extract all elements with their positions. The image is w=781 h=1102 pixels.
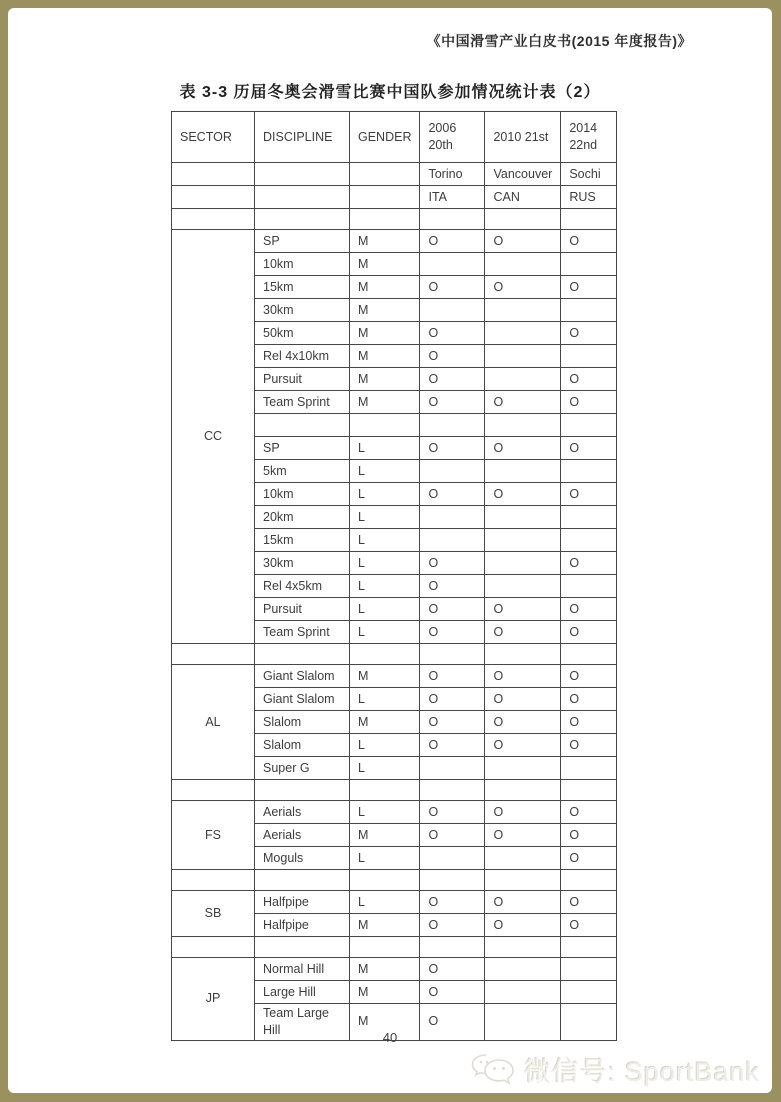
gender-cell	[350, 414, 420, 437]
empty-cell	[172, 163, 255, 186]
discipline-cell: 10km	[255, 253, 350, 276]
mark-cell: O	[561, 801, 617, 824]
mark-cell: O	[485, 230, 561, 253]
mark-cell	[485, 575, 561, 598]
mark-cell	[420, 847, 485, 870]
discipline-cell: Aerials	[255, 801, 350, 824]
mark-cell: O	[420, 575, 485, 598]
mark-cell: O	[485, 483, 561, 506]
mark-cell	[420, 529, 485, 552]
gender-cell: L	[350, 598, 420, 621]
gender-cell: M	[350, 824, 420, 847]
host-city-cell: Torino	[420, 163, 485, 186]
gender-cell: L	[350, 891, 420, 914]
mark-cell	[420, 209, 485, 230]
mark-cell: O	[485, 665, 561, 688]
discipline-cell: Normal Hill	[255, 958, 350, 981]
discipline-cell: Slalom	[255, 711, 350, 734]
mark-cell: O	[420, 621, 485, 644]
discipline-cell: Moguls	[255, 847, 350, 870]
discipline-cell	[255, 780, 350, 801]
mark-cell	[420, 937, 485, 958]
mark-cell	[420, 780, 485, 801]
page-number: 40	[382, 1030, 398, 1045]
mark-cell	[485, 644, 561, 665]
gender-cell: M	[350, 276, 420, 299]
mark-cell: O	[485, 734, 561, 757]
gender-cell	[350, 937, 420, 958]
noc-cell: CAN	[485, 186, 561, 209]
mark-cell: O	[420, 981, 485, 1004]
discipline-cell: Team Sprint	[255, 391, 350, 414]
sector-cell	[172, 937, 255, 958]
gender-cell: L	[350, 734, 420, 757]
mark-cell	[561, 529, 617, 552]
gender-cell: M	[350, 391, 420, 414]
document-page	[8, 8, 772, 1093]
mark-cell	[561, 253, 617, 276]
gender-cell: L	[350, 847, 420, 870]
mark-cell: O	[561, 711, 617, 734]
noc-cell: ITA	[420, 186, 485, 209]
gender-cell	[350, 644, 420, 665]
mark-cell: O	[561, 552, 617, 575]
discipline-cell: Halfpipe	[255, 914, 350, 937]
gender-cell: M	[350, 368, 420, 391]
mark-cell: O	[420, 824, 485, 847]
mark-cell	[420, 757, 485, 780]
gender-cell: L	[350, 460, 420, 483]
mark-cell: O	[485, 914, 561, 937]
mark-cell: O	[561, 734, 617, 757]
sector-cell	[172, 209, 255, 230]
participation-table	[171, 111, 617, 1041]
mark-cell: O	[420, 552, 485, 575]
mark-cell: O	[561, 665, 617, 688]
empty-cell	[255, 163, 350, 186]
mark-cell: O	[561, 847, 617, 870]
games-edition-header: 2006 20th	[420, 112, 485, 163]
mark-cell	[485, 529, 561, 552]
discipline-cell: Pursuit	[255, 368, 350, 391]
discipline-cell: 15km	[255, 529, 350, 552]
gender-cell: M	[350, 711, 420, 734]
sector-cell: JP	[172, 958, 255, 1041]
mark-cell: O	[561, 230, 617, 253]
mark-cell: O	[420, 391, 485, 414]
gender-cell: L	[350, 801, 420, 824]
mark-cell: O	[561, 824, 617, 847]
mark-cell: O	[485, 891, 561, 914]
discipline-cell: 20km	[255, 506, 350, 529]
mark-cell	[561, 299, 617, 322]
mark-cell	[420, 460, 485, 483]
sector-column-header: SECTOR	[172, 112, 255, 163]
mark-cell: O	[485, 621, 561, 644]
gender-cell	[350, 780, 420, 801]
gender-cell: M	[350, 1004, 420, 1041]
mark-cell	[485, 368, 561, 391]
empty-cell	[172, 186, 255, 209]
mark-cell	[485, 460, 561, 483]
mark-cell: O	[485, 598, 561, 621]
mark-cell: O	[420, 665, 485, 688]
mark-cell: O	[485, 801, 561, 824]
mark-cell	[420, 414, 485, 437]
table-title: 表 3-3 历届冬奥会滑雪比赛中国队参加情况统计表（2）	[179, 84, 601, 101]
mark-cell: O	[561, 688, 617, 711]
mark-cell: O	[561, 598, 617, 621]
discipline-cell	[255, 644, 350, 665]
mark-cell	[485, 414, 561, 437]
discipline-cell: Pursuit	[255, 598, 350, 621]
mark-cell: O	[420, 1004, 485, 1041]
mark-cell: O	[561, 483, 617, 506]
gender-column-header: GENDER	[350, 112, 420, 163]
gender-cell: M	[350, 914, 420, 937]
gender-cell: M	[350, 322, 420, 345]
gender-cell: M	[350, 345, 420, 368]
wechat-icon	[470, 1051, 516, 1089]
gender-cell: L	[350, 437, 420, 460]
mark-cell	[420, 506, 485, 529]
games-edition-header: 2014 22nd	[561, 112, 617, 163]
mark-cell: O	[485, 711, 561, 734]
watermark-text: 微信号: SportBank	[523, 1057, 760, 1087]
mark-cell: O	[561, 621, 617, 644]
mark-cell	[485, 981, 561, 1004]
gender-cell: L	[350, 757, 420, 780]
mark-cell: O	[561, 391, 617, 414]
mark-cell	[561, 757, 617, 780]
sector-cell	[172, 870, 255, 891]
mark-cell	[485, 209, 561, 230]
discipline-cell: Aerials	[255, 824, 350, 847]
mark-cell: O	[561, 914, 617, 937]
discipline-cell: Large Hill	[255, 981, 350, 1004]
mark-cell: O	[420, 345, 485, 368]
mark-cell	[561, 575, 617, 598]
discipline-cell: Slalom	[255, 734, 350, 757]
discipline-cell	[255, 937, 350, 958]
mark-cell	[561, 981, 617, 1004]
noc-cell: RUS	[561, 186, 617, 209]
gender-cell: M	[350, 299, 420, 322]
mark-cell	[485, 552, 561, 575]
empty-cell	[350, 186, 420, 209]
mark-cell: O	[561, 276, 617, 299]
mark-cell: O	[485, 276, 561, 299]
discipline-cell: 5km	[255, 460, 350, 483]
mark-cell	[561, 345, 617, 368]
empty-cell	[255, 186, 350, 209]
discipline-cell: SP	[255, 230, 350, 253]
mark-cell	[420, 253, 485, 276]
discipline-cell: Giant Slalom	[255, 688, 350, 711]
discipline-cell	[255, 414, 350, 437]
discipline-column-header: DISCIPLINE	[255, 112, 350, 163]
watermark	[470, 1050, 760, 1089]
discipline-cell: Team Sprint	[255, 621, 350, 644]
mark-cell: O	[485, 391, 561, 414]
document-header: 《中国滑雪产业白皮书(2015 年度报告)》	[426, 33, 692, 49]
mark-cell: O	[561, 891, 617, 914]
mark-cell	[561, 209, 617, 230]
gender-cell: L	[350, 506, 420, 529]
mark-cell	[420, 299, 485, 322]
gender-cell: L	[350, 621, 420, 644]
mark-cell: O	[420, 711, 485, 734]
gender-cell: M	[350, 958, 420, 981]
mark-cell: O	[420, 734, 485, 757]
mark-cell: O	[420, 276, 485, 299]
sector-cell: AL	[172, 665, 255, 780]
gender-cell: L	[350, 688, 420, 711]
mark-cell	[561, 644, 617, 665]
mark-cell: O	[485, 824, 561, 847]
mark-cell	[420, 644, 485, 665]
discipline-cell: Halfpipe	[255, 891, 350, 914]
mark-cell	[485, 958, 561, 981]
gender-cell: L	[350, 552, 420, 575]
empty-cell	[350, 163, 420, 186]
mark-cell: O	[420, 958, 485, 981]
host-city-cell: Sochi	[561, 163, 617, 186]
mark-cell	[561, 506, 617, 529]
mark-cell	[485, 847, 561, 870]
sector-cell: SB	[172, 891, 255, 937]
mark-cell: O	[561, 368, 617, 391]
mark-cell	[485, 780, 561, 801]
discipline-cell: Rel 4x5km	[255, 575, 350, 598]
sector-cell: FS	[172, 801, 255, 870]
mark-cell: O	[420, 483, 485, 506]
gender-cell: M	[350, 253, 420, 276]
host-city-cell: Vancouver	[485, 163, 561, 186]
mark-cell	[485, 757, 561, 780]
discipline-cell: 15km	[255, 276, 350, 299]
gender-cell	[350, 209, 420, 230]
mark-cell: O	[561, 322, 617, 345]
mark-cell	[485, 299, 561, 322]
mark-cell: O	[485, 688, 561, 711]
mark-cell: O	[561, 437, 617, 460]
sector-cell	[172, 780, 255, 801]
discipline-cell: Super G	[255, 757, 350, 780]
mark-cell	[485, 253, 561, 276]
mark-cell: O	[420, 914, 485, 937]
gender-cell: M	[350, 981, 420, 1004]
discipline-cell: 30km	[255, 552, 350, 575]
mark-cell	[485, 506, 561, 529]
sector-cell	[172, 644, 255, 665]
gender-cell: L	[350, 529, 420, 552]
mark-cell: O	[420, 688, 485, 711]
mark-cell: O	[420, 322, 485, 345]
mark-cell: O	[420, 230, 485, 253]
mark-cell: O	[485, 437, 561, 460]
discipline-cell: 30km	[255, 299, 350, 322]
mark-cell	[485, 345, 561, 368]
mark-cell	[561, 958, 617, 981]
mark-cell: O	[420, 801, 485, 824]
gender-cell: M	[350, 665, 420, 688]
discipline-cell	[255, 209, 350, 230]
gender-cell: L	[350, 575, 420, 598]
mark-cell: O	[420, 368, 485, 391]
mark-cell	[561, 870, 617, 891]
mark-cell	[561, 937, 617, 958]
games-edition-header: 2010 21st	[485, 112, 561, 163]
discipline-cell: 10km	[255, 483, 350, 506]
discipline-cell: SP	[255, 437, 350, 460]
gender-cell: L	[350, 483, 420, 506]
mark-cell	[485, 322, 561, 345]
mark-cell	[485, 937, 561, 958]
discipline-cell	[255, 870, 350, 891]
mark-cell	[561, 780, 617, 801]
mark-cell	[561, 460, 617, 483]
mark-cell	[561, 414, 617, 437]
mark-cell: O	[420, 891, 485, 914]
discipline-cell: Giant Slalom	[255, 665, 350, 688]
mark-cell	[420, 870, 485, 891]
discipline-cell: Rel 4x10km	[255, 345, 350, 368]
gender-cell: M	[350, 230, 420, 253]
mark-cell	[485, 870, 561, 891]
mark-cell: O	[420, 437, 485, 460]
mark-cell: O	[420, 598, 485, 621]
discipline-cell: 50km	[255, 322, 350, 345]
gender-cell	[350, 870, 420, 891]
discipline-cell: Team Large Hill	[255, 1004, 350, 1041]
sector-cell: CC	[172, 230, 255, 644]
